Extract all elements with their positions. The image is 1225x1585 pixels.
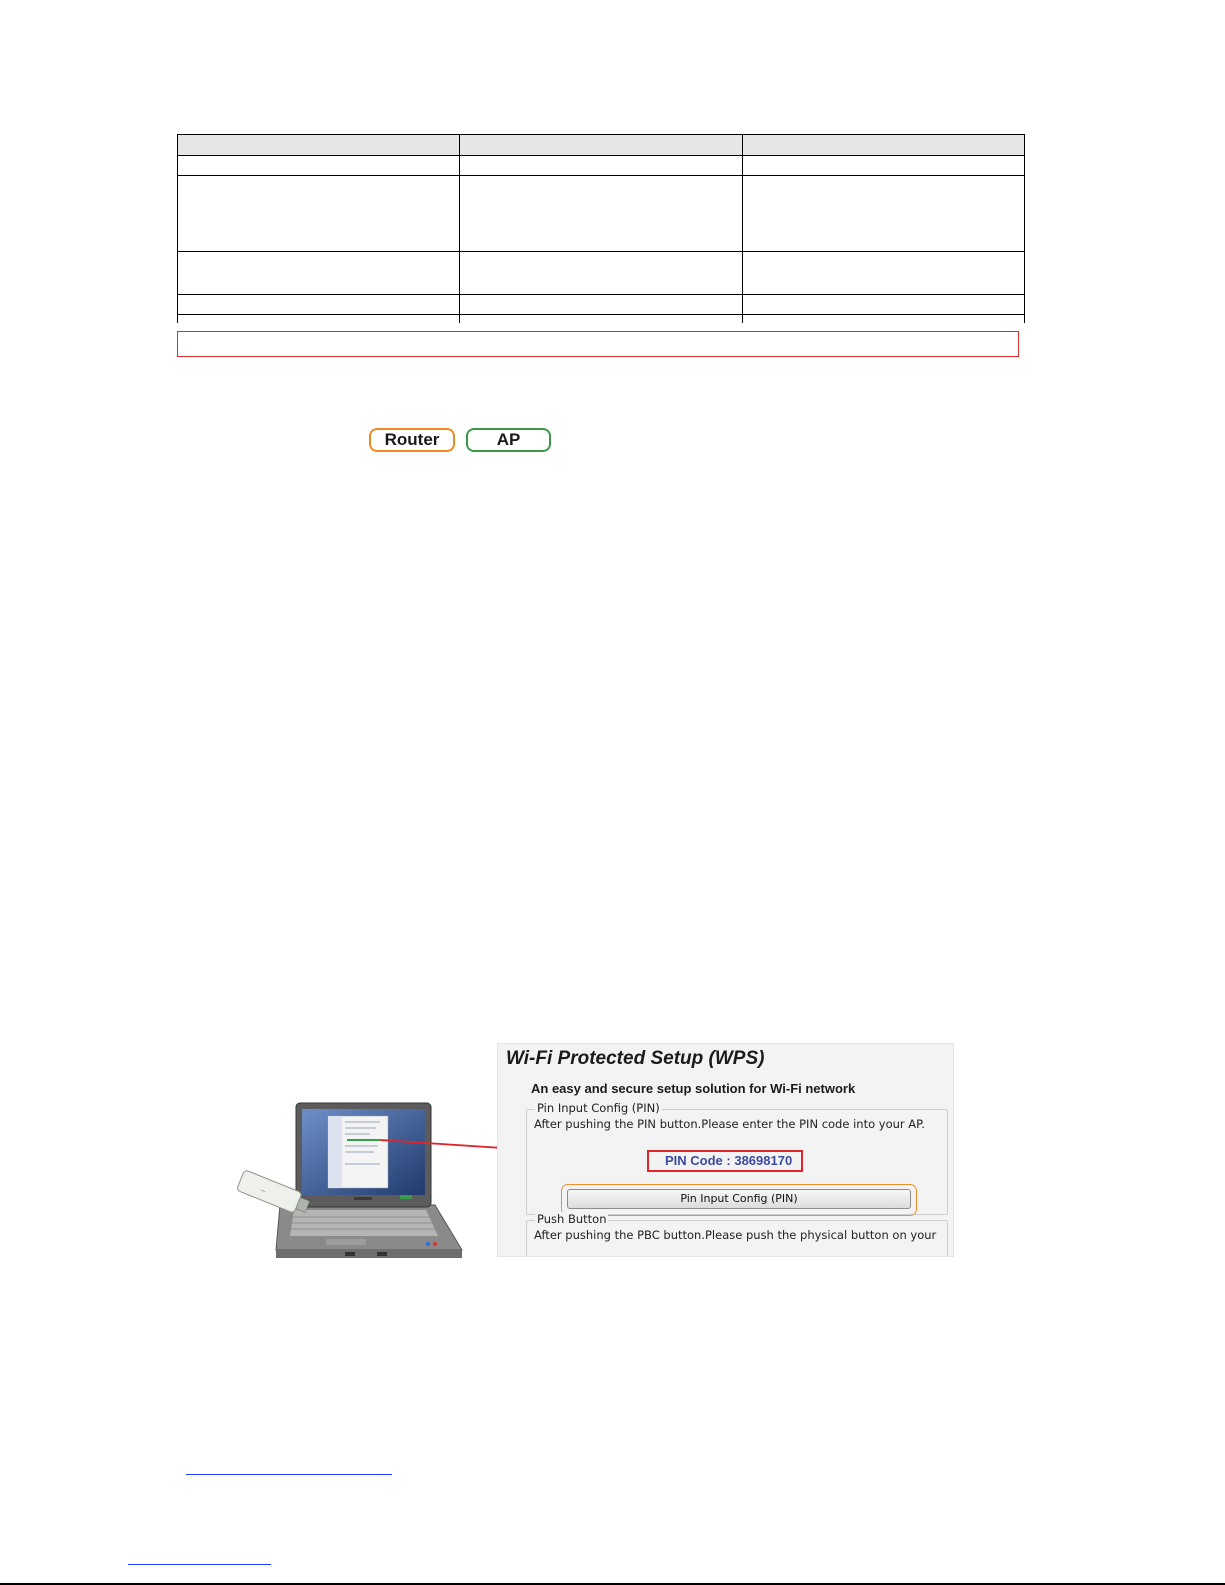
pin-config-legend: Pin Input Config (PIN) [537,1101,660,1115]
table-cell [460,252,742,295]
table-cell [178,295,460,315]
info-table [177,134,1025,323]
table-cell [460,315,742,324]
pin-instruction: After pushing the PIN button.Please enter the PIN code into your AP. [534,1117,925,1131]
table-cell [742,176,1024,252]
table-header-cell [742,135,1024,156]
pin-config-group [526,1101,948,1215]
wps-title: Wi-Fi Protected Setup (WPS) [506,1048,765,1069]
table-cell [460,176,742,252]
table-cell [178,252,460,295]
table-cell [742,295,1024,315]
table-header-cell [460,135,742,156]
table-cell [178,176,460,252]
router-badge: Router [369,428,455,452]
table-cell [178,156,460,176]
push-instruction: After pushing the PBC button.Please push the physical button on your [534,1228,937,1242]
table-cell [742,156,1024,176]
footer-link-1[interactable] [186,1474,392,1475]
pin-input-config-button[interactable]: Pin Input Config (PIN) [567,1189,911,1209]
table-cell [742,315,1024,324]
table-cell [460,156,742,176]
table-cell [742,252,1024,295]
table-cell [460,295,742,315]
pin-code-label: PIN Code : 38698170 [647,1150,803,1172]
table-cell [178,315,460,324]
push-button-group [526,1212,948,1257]
table-header-cell [178,135,460,156]
pin-button-highlight [561,1184,917,1216]
wps-panel [497,1043,954,1257]
svg-text:~: ~ [258,1186,268,1196]
note-box [177,331,1019,357]
ap-badge: AP [466,428,551,452]
footer-link-2[interactable] [128,1564,271,1565]
wps-subtitle: An easy and secure setup solution for Wi-Fi network [531,1081,856,1096]
push-button-legend: Push Button [537,1212,607,1226]
